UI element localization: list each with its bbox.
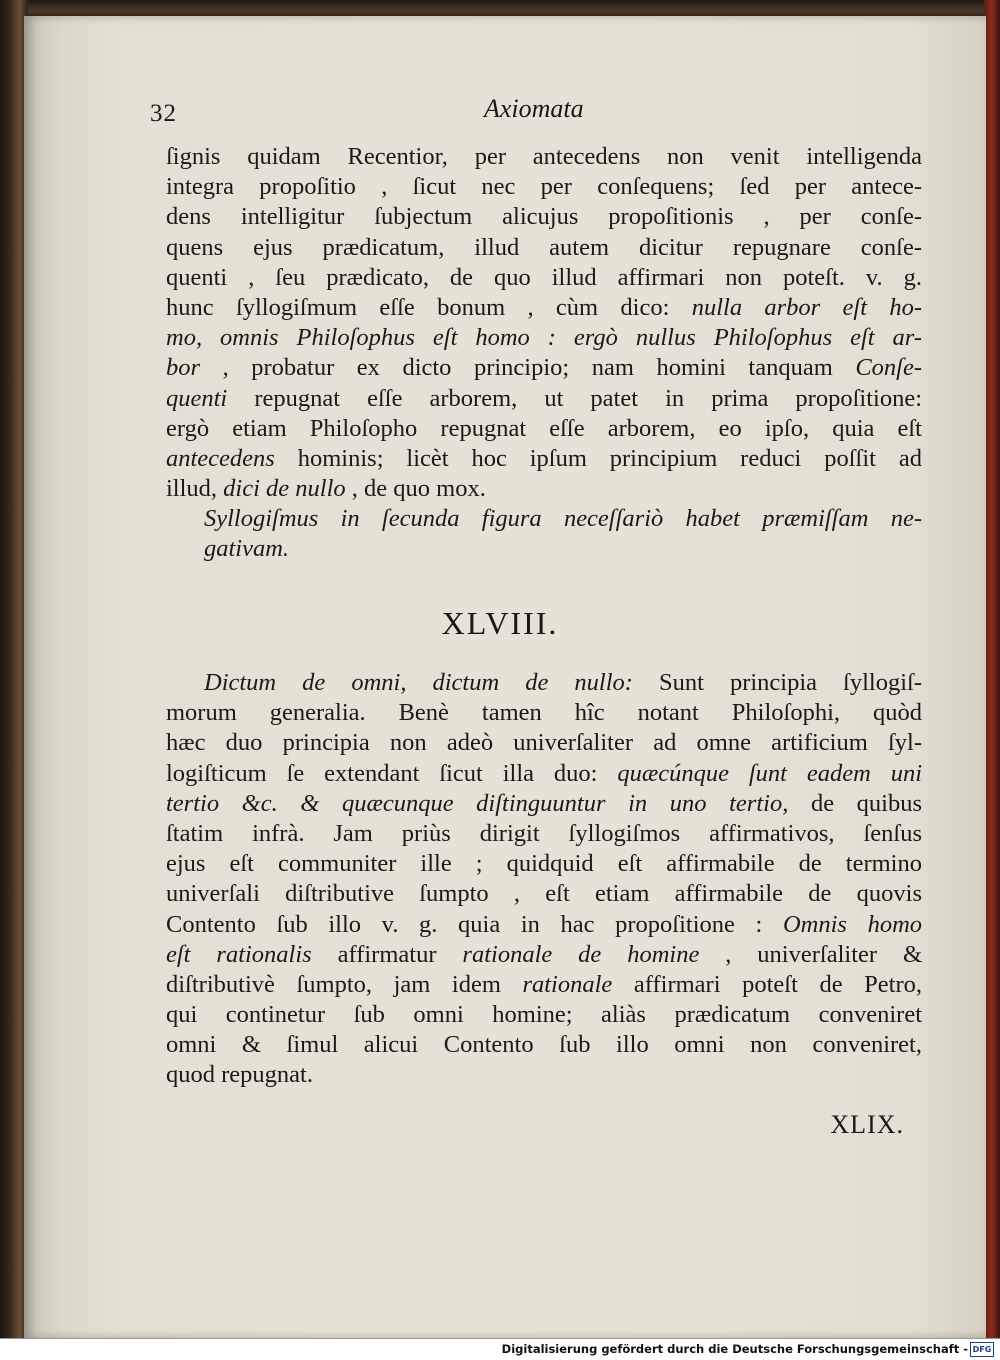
- italic-run: rationale: [522, 970, 613, 998]
- text-line: [166, 970, 922, 1000]
- italic-run: Dictum de omni, dictum de nullo:: [204, 669, 633, 696]
- page-header: [150, 94, 920, 134]
- section-heading: XLVIII.: [441, 605, 559, 641]
- text-run: hominis; licèt hoc ipſum principium reduci poſſit ad: [297, 444, 922, 472]
- italic-run: Conſe-: [855, 354, 923, 382]
- text-line: ergò etiam Philoſopho repugnat eſſe arborem, eo ipſo, quia eſt: [166, 414, 922, 442]
- text-run: repugnat eſſe arborem, ut patet in prima propoſitione:: [254, 384, 923, 412]
- text-run: affirmari poteſt de Petro,: [633, 970, 922, 998]
- italic-run: quenti: [166, 384, 228, 412]
- footer-bar: [0, 1338, 1000, 1360]
- text-line: ſtatim infrà. Jam priùs dirigit ſyllogiſmos affirmativos, ſenſus: [166, 819, 922, 847]
- text-run: , de quo mox.: [351, 475, 486, 503]
- text-line: [166, 444, 922, 474]
- text-line: omni & ſimul alicui Contento ſub illo omni non conveniret,: [166, 1031, 922, 1059]
- text-line: [166, 384, 922, 414]
- text-run: , probatur ex dicto principio; nam homini tanquam: [222, 354, 833, 382]
- body-text-2: [166, 668, 922, 1091]
- text-line: [166, 474, 922, 504]
- text-line: mo, omnis Philoſophus eſt homo : ergò nullus Philoſophus eſt ar-: [166, 324, 922, 352]
- text-line: [166, 353, 922, 383]
- running-title: Axiomata: [484, 94, 584, 123]
- catchword: XLIX.: [830, 1110, 904, 1139]
- footer-credit: Digitalisierung gefördert durch die Deutsche Forschungsgemeinschaft -: [501, 1342, 968, 1356]
- text-line: quenti , ſeu prædicato, de quo illud affirmari non poteſt. v. g.: [166, 263, 922, 291]
- text-run: Contento ſub illo v. g. quia in hac propoſitione :: [166, 910, 763, 938]
- text-line: ejus eſt communiter ille ; quidquid eſt affirmabile de termino: [166, 850, 922, 878]
- text-run: , univerſaliter &: [725, 940, 923, 968]
- text-line: ſignis quidam Recentior, per antecedens non venit intelligenda: [166, 143, 922, 170]
- text-line: [166, 293, 922, 323]
- text-run: illud,: [166, 475, 218, 503]
- text-run: diſtributivè ſumpto, jam idem: [166, 970, 501, 998]
- text-run: affirmatur: [337, 940, 437, 968]
- text-run: de quibus: [810, 789, 923, 817]
- text-line: qui continetur ſub omni homine; aliàs prædicatum conveniret: [166, 1001, 922, 1029]
- italic-run: antecedens: [166, 444, 275, 472]
- italic-run: eſt rationalis: [166, 940, 312, 968]
- italic-run: quæcúnque ſunt eadem uni: [617, 759, 922, 787]
- italic-run: dici de nullo: [223, 475, 346, 503]
- text-line: quod repugnat.: [166, 1061, 313, 1089]
- text-line: integra propoſitio , ſicut nec per conſequens; ſed per antece-: [166, 173, 922, 201]
- text-line: quens ejus prædicatum, illud autem dicitur repugnare conſe-: [166, 233, 922, 261]
- text-line: hæc duo principia non adeò univerſaliter ad omne artificium ſyl-: [166, 729, 922, 757]
- italic-run: rationale de homine: [462, 940, 700, 968]
- italic-run: Omnis homo: [782, 910, 923, 938]
- italic-run: bor: [166, 354, 201, 382]
- text-line: univerſali diſtributive ſumpto , eſt etiam affirmabile de quovis: [166, 880, 922, 908]
- text-line: dens intelligitur ſubjectum alicujus propoſitionis , per conſe-: [166, 203, 922, 231]
- text-line: [166, 789, 922, 819]
- book-right-edge: [984, 0, 1000, 1340]
- text-line: [166, 759, 922, 789]
- note-line: gativam.: [204, 535, 290, 563]
- note-line: Syllogiſmus in ſecunda figura neceſſariò habet præmiſſam ne-: [204, 505, 922, 533]
- dfg-logo-icon: DFG: [970, 1342, 994, 1357]
- text-line: [166, 940, 922, 970]
- text-line: morum generalia. Benè tamen hîc notant Philoſophi, quòd: [166, 699, 922, 727]
- text-run: hunc ſyllogiſmum eſſe bonum , cùm dico:: [166, 293, 670, 321]
- text-run: Sunt principia ſyllogiſ-: [658, 669, 923, 696]
- text-line: [166, 910, 922, 940]
- italic-run: nulla arbor eſt ho-: [691, 293, 922, 321]
- text-run: logiſticum ſe extendant ſicut illa duo:: [166, 759, 598, 787]
- italic-run: tertio &c. & quæcunque diſtinguuntur in uno tertio,: [166, 789, 789, 817]
- page-number: 32: [150, 100, 177, 127]
- text-line: [166, 668, 922, 698]
- body-text: [166, 142, 922, 565]
